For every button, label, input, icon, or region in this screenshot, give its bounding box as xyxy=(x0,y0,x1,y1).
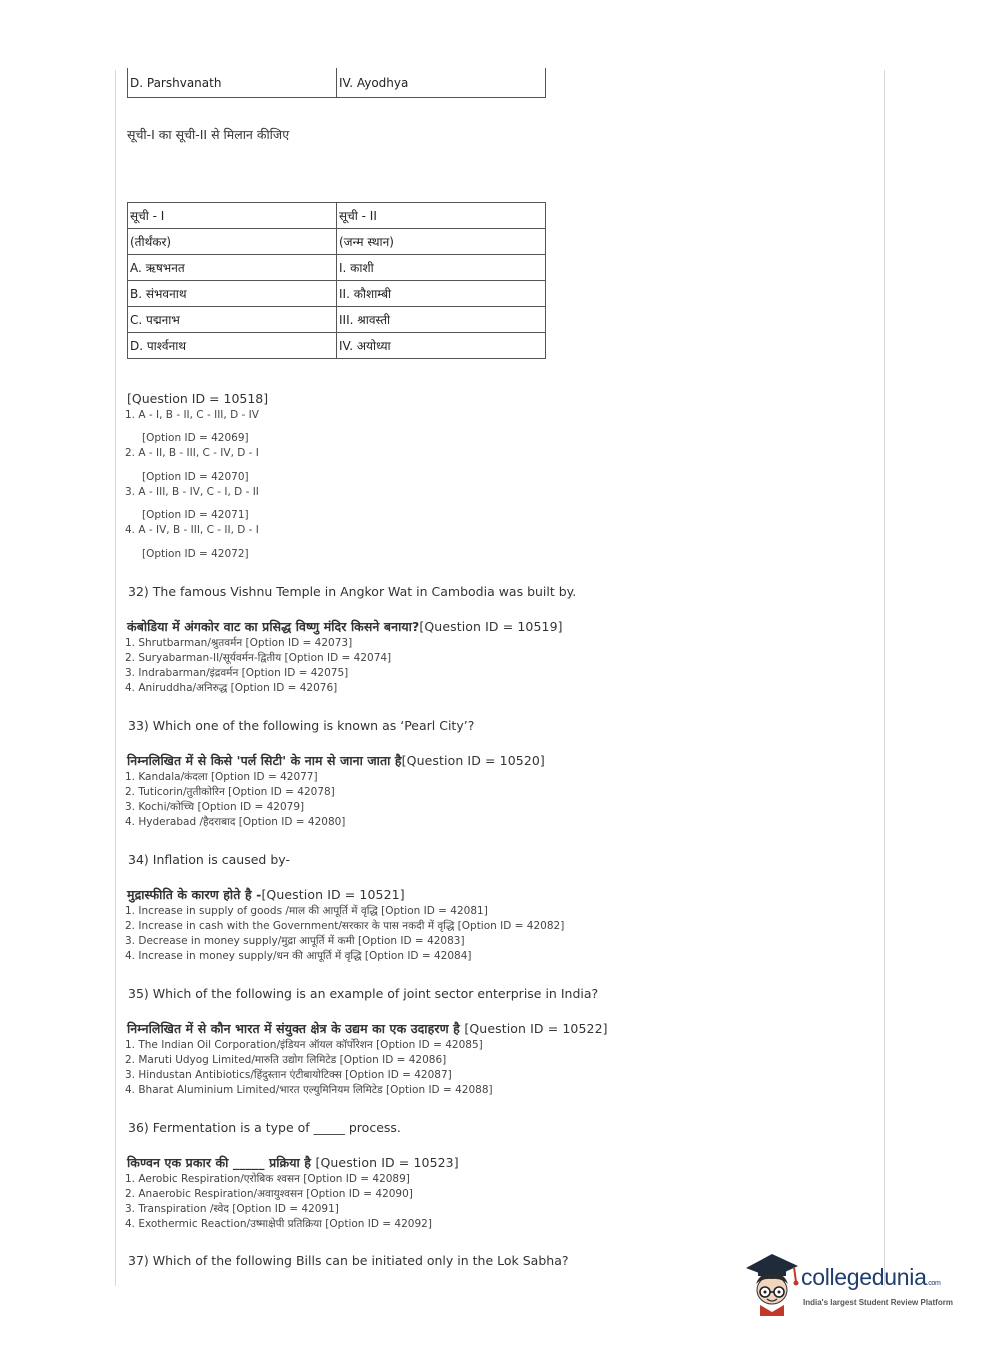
question-english: 34) Inflation is caused by- xyxy=(128,852,290,867)
table-cell: IV. Ayodhya xyxy=(337,68,546,98)
question-id: [Question ID = 10522] xyxy=(464,1021,608,1036)
table-cell: I. काशी xyxy=(337,255,546,281)
question-english: 35) Which of the following is an example of joint sector enterprise in India? xyxy=(128,986,599,1001)
question-hindi xyxy=(127,1154,459,1171)
table-cell: C. पद्मनाभ xyxy=(128,307,337,333)
question-id: [Question ID = 10523] xyxy=(315,1155,459,1170)
table-cell: D. Parshvanath xyxy=(128,68,337,98)
list-item: 3. Decrease in money supply/मुद्रा आपूर्ति में कमी [Option ID = 42083] xyxy=(125,935,465,947)
list-item: 2. Increase in cash with the Government/सरकार के पास नकदी में वृद्धि [Option ID = 42082] xyxy=(125,920,565,932)
question-id: [Question ID = 10518] xyxy=(127,391,269,406)
option-id: [Option ID = 42071] xyxy=(142,509,249,521)
option-label: 3. A - III, B - IV, C - I, D - II xyxy=(125,486,259,498)
option-id: [Option ID = 42072] xyxy=(142,548,249,560)
list-item: 4. Exothermic Reaction/उष्माक्षेपी प्रतिक्रिया [Option ID = 42092] xyxy=(125,1218,432,1230)
brand-suffix: .com xyxy=(926,1280,941,1287)
brand-tagline: India's largest Student Review Platform xyxy=(803,1298,953,1307)
option-id: [Option ID = 42070] xyxy=(142,471,249,483)
option-list xyxy=(125,770,345,830)
page-margin-left xyxy=(115,70,116,1286)
table-cell: IV. अयोध्या xyxy=(337,333,546,359)
table-row xyxy=(128,68,546,98)
table-cell: सूची - II xyxy=(337,203,546,229)
list-item: 3. Transpiration /स्वेद [Option ID = 42091] xyxy=(125,1203,339,1215)
mascot-icon xyxy=(742,1248,802,1318)
list-item: 4. Increase in money supply/धन की आपूर्ति में वृद्धि [Option ID = 42084] xyxy=(125,950,472,962)
table-row xyxy=(128,203,546,229)
option-label: 2. A - II, B - III, C - IV, D - I xyxy=(125,447,259,459)
table-cell: A. ऋषभनत xyxy=(128,255,337,281)
brand-name: collegedunia xyxy=(801,1264,927,1290)
list-item: 1. Aerobic Respiration/एरोबिक श्वसन [Option ID = 42089] xyxy=(125,1173,410,1185)
question-english: 36) Fermentation is a type of _____ process. xyxy=(128,1120,401,1135)
table-cell: III. श्रावस्ती xyxy=(337,307,546,333)
table-cell: II. कौशाम्बी xyxy=(337,281,546,307)
brand-wordmark xyxy=(801,1264,941,1291)
question-hindi-text: किण्वन एक प्रकार की _____ प्रक्रिया है xyxy=(127,1155,316,1170)
list-item: 2. Anaerobic Respiration/अवायुश्वसन [Option ID = 42090] xyxy=(125,1188,413,1200)
list-item: 3. Indrabarman/इंद्रवर्मन [Option ID = 42075] xyxy=(125,667,349,679)
list-item: 1. Increase in supply of goods /माल की आपूर्ति में वृद्धि [Option ID = 42081] xyxy=(125,905,488,917)
list-item: 3. Kochi/कोच्चि [Option ID = 42079] xyxy=(125,801,305,813)
list-item: 1. Shrutbarman/श्रुतवर्मन [Option ID = 42073] xyxy=(125,637,353,649)
question-hindi xyxy=(127,1020,608,1037)
list-item: 1. Kandala/कंदला [Option ID = 42077] xyxy=(125,771,318,783)
question-hindi-text: निम्नलिखित में से किसे 'पर्ल सिटी' के नाम से जाना जाता है xyxy=(127,753,402,768)
option-label: 1. A - I, B - II, C - III, D - IV xyxy=(125,409,259,421)
table-cell: (तीर्थंकर) xyxy=(128,229,337,255)
question-id: [Question ID = 10521] xyxy=(261,887,405,902)
question-hindi-text: कंबोडिया में अंगकोर वाट का प्रसिद्ध विष्णु मंदिर किसने बनाया? xyxy=(127,619,420,634)
table-cell: B. संभवनाथ xyxy=(128,281,337,307)
page-margin-right xyxy=(884,70,885,1286)
match-table-english-tail xyxy=(127,68,546,98)
table-row xyxy=(128,333,546,359)
list-item: 2. Tuticorin/तुतीकोरिन [Option ID = 42078] xyxy=(125,786,335,798)
question-id: [Question ID = 10520] xyxy=(401,753,545,768)
option-id: [Option ID = 42069] xyxy=(142,432,249,444)
option-label: 4. A - IV, B - III, C - II, D - I xyxy=(125,524,259,536)
question-id: [Question ID = 10519] xyxy=(419,619,563,634)
option-list xyxy=(125,1172,432,1232)
list-item: 2. Suryabarman-II/सूर्यवर्मन-द्वितीय [Option ID = 42074] xyxy=(125,652,392,664)
match-instruction: सूची-I का सूची-II से मिलान कीजिए xyxy=(127,127,290,142)
question-hindi-text: मुद्रास्फीति के कारण होते है - xyxy=(127,887,262,902)
question-hindi xyxy=(127,752,545,769)
match-table-hindi xyxy=(127,202,546,359)
question-english: 33) Which one of the following is known as ‘Pearl City’? xyxy=(128,718,475,733)
question-hindi xyxy=(127,618,563,635)
list-item: 3. Hindustan Antibiotics/हिंदुस्तान एंटीबायोटिक्स [Option ID = 42087] xyxy=(125,1069,452,1081)
option-list xyxy=(125,1038,493,1098)
list-item: 4. Aniruddha/अनिरुद्ध [Option ID = 42076] xyxy=(125,682,338,694)
table-cell: D. पार्श्वनाथ xyxy=(128,333,337,359)
question-english: 37) Which of the following Bills can be initiated only in the Lok Sabha? xyxy=(128,1253,569,1268)
list-item: 4. Hyderabad /हैदराबाद [Option ID = 42080] xyxy=(125,816,346,828)
table-cell: सूची - I xyxy=(128,203,337,229)
table-row xyxy=(128,307,546,333)
option-list xyxy=(125,904,564,964)
collegedunia-logo xyxy=(742,1248,972,1318)
question-hindi-text: निम्नलिखित में से कौन भारत में संयुक्त क्षेत्र के उद्यम का एक उदाहरण है xyxy=(127,1021,465,1036)
table-row xyxy=(128,255,546,281)
question-english: 32) The famous Vishnu Temple in Angkor Wat in Cambodia was built by. xyxy=(128,584,577,599)
table-cell: (जन्म स्थान) xyxy=(337,229,546,255)
option-list xyxy=(125,636,391,696)
table-row xyxy=(128,229,546,255)
table-row xyxy=(128,281,546,307)
list-item: 2. Maruti Udyog Limited/मारुति उद्योग लिमिटेड [Option ID = 42086] xyxy=(125,1054,447,1066)
question-hindi xyxy=(127,886,405,903)
list-item: 4. Bharat Aluminium Limited/भारत एल्युमिनियम लिमिटेड [Option ID = 42088] xyxy=(125,1084,493,1096)
list-item: 1. The Indian Oil Corporation/इंडियन ऑयल कॉर्पोरेशन [Option ID = 42085] xyxy=(125,1039,483,1051)
